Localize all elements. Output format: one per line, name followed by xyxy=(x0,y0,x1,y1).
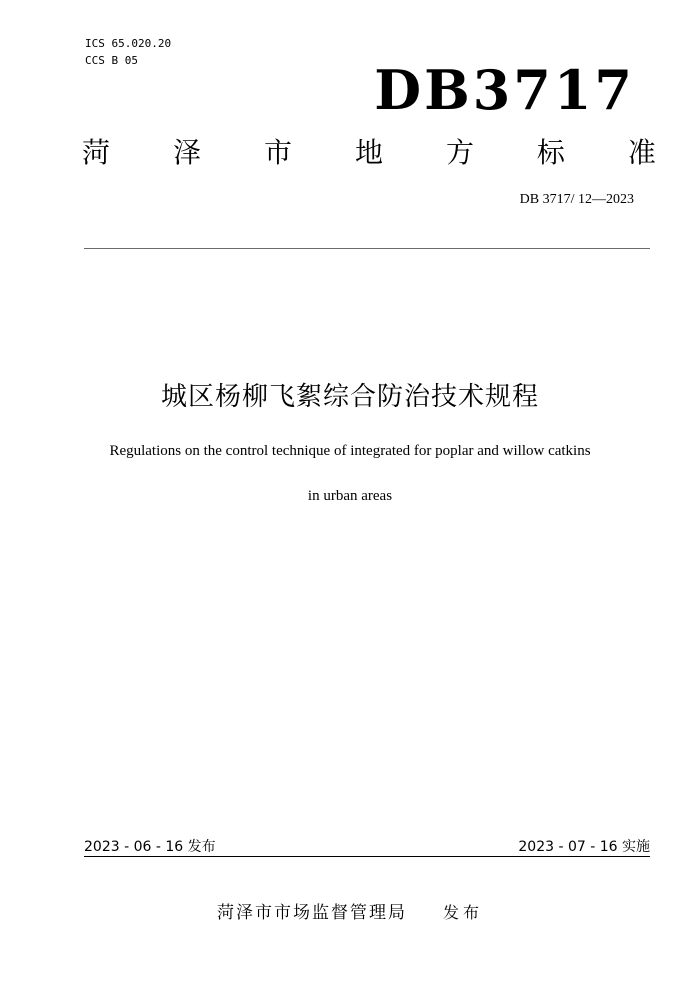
implementation-date: 2023 - 07 - 16 实施 xyxy=(518,839,650,855)
standard-type-char: 泽 xyxy=(172,136,201,169)
standard-type-char: 准 xyxy=(627,136,656,169)
standard-number: DB 3717/ 12—2023 xyxy=(519,192,634,207)
standard-type-char: 地 xyxy=(354,136,383,169)
issue-label: 发布 xyxy=(442,903,483,922)
ccs-code: CCS B 05 xyxy=(85,54,138,67)
footer-divider xyxy=(84,856,650,857)
standard-type-char: 方 xyxy=(445,136,474,169)
publish-date: 2023 - 06 - 16 发布 xyxy=(84,839,216,855)
issuer-line xyxy=(0,902,700,924)
standard-type-char: 标 xyxy=(536,136,565,169)
english-title-line-2: in urban areas xyxy=(307,488,393,504)
standard-type-heading xyxy=(82,136,656,170)
standard-type-char: 菏 xyxy=(82,136,111,169)
standard-type-char: 市 xyxy=(263,136,292,169)
english-title-line-1: Regulations on the control technique of integrated for poplar and willow catkins xyxy=(109,443,591,459)
header-divider xyxy=(84,248,650,249)
standard-logo: DB3717 xyxy=(374,58,635,122)
chinese-title: 城区杨柳飞絮综合防治技术规程 xyxy=(160,382,539,412)
ics-code: ICS 65.020.20 xyxy=(85,37,172,50)
issuing-authority: 菏泽市市场监督管理局 xyxy=(216,903,407,923)
